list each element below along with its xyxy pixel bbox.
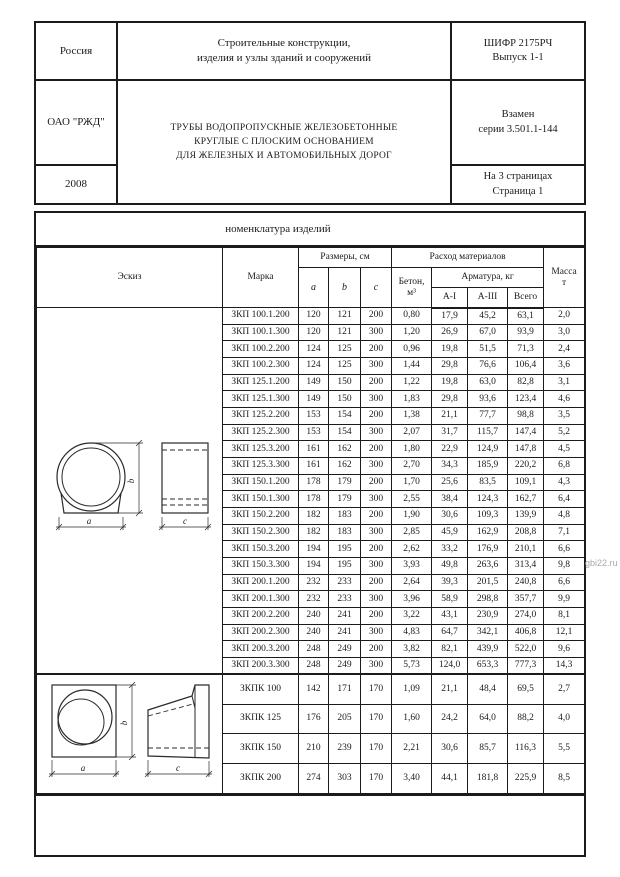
mark-cell: ЗКПК 200 bbox=[223, 764, 299, 794]
value-cell: 7,1 bbox=[544, 524, 585, 541]
value-cell: 3,1 bbox=[544, 374, 585, 391]
mark-cell: ЗКП 125.1.300 bbox=[223, 391, 299, 408]
value-cell: 249 bbox=[329, 658, 361, 675]
org-cell bbox=[36, 81, 118, 166]
value-cell: 522,0 bbox=[508, 641, 544, 658]
replaces-cell bbox=[452, 81, 584, 166]
value-cell: 9,8 bbox=[544, 558, 585, 575]
cipher-code: ШИФР 2175РЧ bbox=[483, 37, 553, 49]
value-cell: 93,6 bbox=[468, 391, 508, 408]
col-header-concrete bbox=[392, 268, 432, 308]
value-cell: 1,70 bbox=[392, 474, 432, 491]
value-cell: 29,8 bbox=[432, 391, 468, 408]
value-cell: 225,9 bbox=[508, 764, 544, 794]
value-cell: 176 bbox=[299, 704, 329, 734]
value-cell: 120 bbox=[299, 308, 329, 325]
section-title-band bbox=[36, 213, 584, 247]
value-cell: 241 bbox=[329, 608, 361, 625]
mark-cell: ЗКП 200.1.200 bbox=[223, 574, 299, 591]
value-cell: 357,7 bbox=[508, 591, 544, 608]
org-label: ОАО "РЖД" bbox=[47, 116, 105, 129]
value-cell: 124,9 bbox=[468, 441, 508, 458]
value-cell: 67,0 bbox=[468, 324, 508, 341]
mark-cell: ЗКП 150.3.300 bbox=[223, 558, 299, 575]
mass-label: Масса bbox=[551, 266, 577, 277]
value-cell: 2,70 bbox=[392, 458, 432, 475]
value-cell: 5,2 bbox=[544, 424, 585, 441]
value-cell: 248 bbox=[299, 658, 329, 675]
value-cell: 5,73 bbox=[392, 658, 432, 675]
value-cell: 0,96 bbox=[392, 341, 432, 358]
value-cell: 109,1 bbox=[508, 474, 544, 491]
value-cell: 170 bbox=[361, 764, 392, 794]
mark-cell: ЗКП 200.2.200 bbox=[223, 608, 299, 625]
value-cell: 124 bbox=[299, 341, 329, 358]
value-cell: 3,82 bbox=[392, 641, 432, 658]
value-cell: 2,62 bbox=[392, 541, 432, 558]
col-header-b: b bbox=[329, 268, 361, 308]
mark-cell: ЗКП 125.1.200 bbox=[223, 374, 299, 391]
value-cell: 274 bbox=[299, 764, 329, 794]
value-cell: 3,5 bbox=[544, 408, 585, 425]
value-cell: 182 bbox=[299, 524, 329, 541]
value-cell: 1,80 bbox=[392, 441, 432, 458]
value-cell: 1,20 bbox=[392, 324, 432, 341]
value-cell: 125 bbox=[329, 341, 361, 358]
value-cell: 777,3 bbox=[508, 658, 544, 675]
value-cell: 300 bbox=[361, 524, 392, 541]
value-cell: 300 bbox=[361, 591, 392, 608]
mark-cell: ЗКП 150.3.200 bbox=[223, 541, 299, 558]
value-cell: 83,5 bbox=[468, 474, 508, 491]
value-cell: 29,8 bbox=[432, 358, 468, 375]
value-cell: 194 bbox=[299, 558, 329, 575]
dim-b-label: b bbox=[118, 720, 129, 726]
title-block bbox=[34, 21, 586, 205]
value-cell: 63,1 bbox=[508, 308, 544, 325]
value-cell: 4,0 bbox=[544, 704, 585, 734]
mark-cell: ЗКП 200.3.200 bbox=[223, 641, 299, 658]
value-cell: 3,40 bbox=[392, 764, 432, 794]
value-cell: 220,2 bbox=[508, 458, 544, 475]
value-cell: 232 bbox=[299, 591, 329, 608]
value-cell: 115,7 bbox=[468, 424, 508, 441]
value-cell: 6,8 bbox=[544, 458, 585, 475]
value-cell: 1,22 bbox=[392, 374, 432, 391]
value-cell: 58,9 bbox=[432, 591, 468, 608]
document-title-line2: КРУГЛЫЕ С ПЛОСКИМ ОСНОВАНИЕМ bbox=[194, 136, 374, 147]
value-cell: 3,22 bbox=[392, 608, 432, 625]
value-cell: 5,5 bbox=[544, 734, 585, 764]
value-cell: 239 bbox=[329, 734, 361, 764]
page-number: Страница 1 bbox=[492, 185, 544, 197]
series-title-line2: изделия и узлы зданий и сооружений bbox=[196, 52, 372, 64]
value-cell: 1,44 bbox=[392, 358, 432, 375]
dim-c-label: c bbox=[175, 763, 180, 774]
value-cell: 147,8 bbox=[508, 441, 544, 458]
value-cell: 19,8 bbox=[432, 374, 468, 391]
value-cell: 208,8 bbox=[508, 524, 544, 541]
value-cell: 142 bbox=[299, 674, 329, 704]
value-cell: 31,7 bbox=[432, 424, 468, 441]
value-cell: 200 bbox=[361, 341, 392, 358]
country-label: Россия bbox=[59, 44, 93, 57]
value-cell: 154 bbox=[329, 408, 361, 425]
value-cell: 6,6 bbox=[544, 541, 585, 558]
value-cell: 230,9 bbox=[468, 608, 508, 625]
value-cell: 179 bbox=[329, 474, 361, 491]
value-cell: 22,9 bbox=[432, 441, 468, 458]
document-title-line1: ТРУБЫ ВОДОПРОПУСКНЫЕ ЖЕЛЕЗОБЕТОННЫЕ bbox=[170, 122, 398, 133]
value-cell: 4,5 bbox=[544, 441, 585, 458]
sketch-pipe-conical-link bbox=[44, 680, 216, 784]
value-cell: 25,6 bbox=[432, 474, 468, 491]
value-cell: 17,9 bbox=[432, 308, 468, 325]
value-cell: 45,2 bbox=[468, 308, 508, 325]
value-cell: 200 bbox=[361, 441, 392, 458]
value-cell: 6,6 bbox=[544, 574, 585, 591]
value-cell: 200 bbox=[361, 374, 392, 391]
value-cell: 121 bbox=[329, 324, 361, 341]
value-cell: 85,7 bbox=[468, 734, 508, 764]
dim-a-label: a bbox=[86, 515, 91, 526]
value-cell: 9,6 bbox=[544, 641, 585, 658]
value-cell: 240 bbox=[299, 608, 329, 625]
value-cell: 2,7 bbox=[544, 674, 585, 704]
value-cell: 21,1 bbox=[432, 408, 468, 425]
value-cell: 200 bbox=[361, 608, 392, 625]
mark-cell: ЗКП 150.1.200 bbox=[223, 474, 299, 491]
value-cell: 82,1 bbox=[432, 641, 468, 658]
value-cell: 263,6 bbox=[468, 558, 508, 575]
dim-a-label: a bbox=[80, 763, 85, 774]
value-cell: 200 bbox=[361, 641, 392, 658]
value-cell: 1,09 bbox=[392, 674, 432, 704]
value-cell: 153 bbox=[299, 424, 329, 441]
value-cell: 33,2 bbox=[432, 541, 468, 558]
products-table bbox=[36, 247, 585, 794]
mark-cell: ЗКП 150.1.300 bbox=[223, 491, 299, 508]
value-cell: 8,5 bbox=[544, 764, 585, 794]
value-cell: 116,3 bbox=[508, 734, 544, 764]
watermark: gbi22.ru bbox=[585, 558, 618, 568]
value-cell: 64,7 bbox=[432, 624, 468, 641]
document-frame bbox=[34, 21, 586, 857]
value-cell: 153 bbox=[299, 408, 329, 425]
value-cell: 64,0 bbox=[468, 704, 508, 734]
value-cell: 200 bbox=[361, 508, 392, 525]
col-header-aiii: А-III bbox=[468, 288, 508, 308]
value-cell: 210 bbox=[299, 734, 329, 764]
value-cell: 9,9 bbox=[544, 591, 585, 608]
value-cell: 241 bbox=[329, 624, 361, 641]
value-cell: 300 bbox=[361, 358, 392, 375]
value-cell: 274,0 bbox=[508, 608, 544, 625]
value-cell: 195 bbox=[329, 558, 361, 575]
value-cell: 3,6 bbox=[544, 358, 585, 375]
value-cell: 139,9 bbox=[508, 508, 544, 525]
value-cell: 38,4 bbox=[432, 491, 468, 508]
mark-cell: ЗКП 200.2.300 bbox=[223, 624, 299, 641]
col-header-sketch: Эскиз bbox=[37, 248, 223, 308]
col-header-a: a bbox=[299, 268, 329, 308]
value-cell: 1,60 bbox=[392, 704, 432, 734]
value-cell: 161 bbox=[299, 441, 329, 458]
value-cell: 125 bbox=[329, 358, 361, 375]
mark-cell: ЗКП 125.3.200 bbox=[223, 441, 299, 458]
value-cell: 71,3 bbox=[508, 341, 544, 358]
value-cell: 181,8 bbox=[468, 764, 508, 794]
mark-cell: ЗКП 125.3.300 bbox=[223, 458, 299, 475]
mark-cell: ЗКП 100.1.300 bbox=[223, 324, 299, 341]
document-title-line3: ДЛЯ ЖЕЛЕЗНЫХ И АВТОМОБИЛЬНЫХ ДОРОГ bbox=[176, 151, 392, 162]
value-cell: 120 bbox=[299, 324, 329, 341]
value-cell: 26,9 bbox=[432, 324, 468, 341]
issue-number: Выпуск 1-1 bbox=[492, 52, 544, 63]
mark-cell: ЗКП 150.2.300 bbox=[223, 524, 299, 541]
value-cell: 8,1 bbox=[544, 608, 585, 625]
concrete-label: Бетон, bbox=[398, 276, 425, 287]
value-cell: 124 bbox=[299, 358, 329, 375]
value-cell: 200 bbox=[361, 308, 392, 325]
value-cell: 205 bbox=[329, 704, 361, 734]
value-cell: 2,64 bbox=[392, 574, 432, 591]
value-cell: 161 bbox=[299, 458, 329, 475]
value-cell: 162 bbox=[329, 458, 361, 475]
value-cell: 123,4 bbox=[508, 391, 544, 408]
table-row bbox=[37, 674, 585, 704]
value-cell: 150 bbox=[329, 374, 361, 391]
value-cell: 19,8 bbox=[432, 341, 468, 358]
value-cell: 0,80 bbox=[392, 308, 432, 325]
mark-cell: ЗКП 200.3.300 bbox=[223, 658, 299, 675]
value-cell: 3,93 bbox=[392, 558, 432, 575]
value-cell: 4,8 bbox=[544, 508, 585, 525]
replaces-line2: серии 3.501.1-144 bbox=[478, 123, 558, 135]
value-cell: 182 bbox=[299, 508, 329, 525]
value-cell: 2,85 bbox=[392, 524, 432, 541]
value-cell: 106,4 bbox=[508, 358, 544, 375]
concrete-unit: м³ bbox=[407, 287, 416, 298]
value-cell: 2,55 bbox=[392, 491, 432, 508]
footer-empty-box bbox=[36, 794, 584, 855]
value-cell: 12,1 bbox=[544, 624, 585, 641]
value-cell: 200 bbox=[361, 474, 392, 491]
country-cell bbox=[36, 23, 118, 81]
value-cell: 124,0 bbox=[432, 658, 468, 675]
value-cell: 300 bbox=[361, 424, 392, 441]
value-cell: 4,3 bbox=[544, 474, 585, 491]
value-cell: 82,8 bbox=[508, 374, 544, 391]
mark-cell: ЗКП 125.2.200 bbox=[223, 408, 299, 425]
value-cell: 233 bbox=[329, 591, 361, 608]
year-cell bbox=[36, 166, 118, 203]
value-cell: 147,4 bbox=[508, 424, 544, 441]
value-cell: 34,3 bbox=[432, 458, 468, 475]
pages-cell bbox=[452, 166, 584, 203]
value-cell: 185,9 bbox=[468, 458, 508, 475]
value-cell: 30,6 bbox=[432, 734, 468, 764]
value-cell: 233 bbox=[329, 574, 361, 591]
value-cell: 240,8 bbox=[508, 574, 544, 591]
value-cell: 300 bbox=[361, 624, 392, 641]
value-cell: 44,1 bbox=[432, 764, 468, 794]
value-cell: 406,8 bbox=[508, 624, 544, 641]
value-cell: 51,5 bbox=[468, 341, 508, 358]
value-cell: 149 bbox=[299, 391, 329, 408]
dim-b-label: b bbox=[125, 478, 136, 483]
value-cell: 200 bbox=[361, 541, 392, 558]
value-cell: 124,3 bbox=[468, 491, 508, 508]
value-cell: 170 bbox=[361, 734, 392, 764]
col-header-c: c bbox=[361, 268, 392, 308]
pages-count: На 3 страницах bbox=[483, 171, 553, 183]
zkp-rows-section bbox=[37, 308, 585, 675]
value-cell: 183 bbox=[329, 508, 361, 525]
value-cell: 298,8 bbox=[468, 591, 508, 608]
value-cell: 200 bbox=[361, 574, 392, 591]
value-cell: 43,1 bbox=[432, 608, 468, 625]
mark-cell: ЗКП 100.2.200 bbox=[223, 341, 299, 358]
table-row bbox=[37, 308, 585, 325]
cipher-cell bbox=[452, 23, 584, 81]
value-cell: 183 bbox=[329, 524, 361, 541]
year-label: 2008 bbox=[65, 178, 87, 191]
mark-cell: ЗКПК 150 bbox=[223, 734, 299, 764]
value-cell: 98,8 bbox=[508, 408, 544, 425]
value-cell: 14,3 bbox=[544, 658, 585, 675]
value-cell: 300 bbox=[361, 658, 392, 675]
value-cell: 3,96 bbox=[392, 591, 432, 608]
value-cell: 300 bbox=[361, 558, 392, 575]
table-header bbox=[37, 248, 585, 308]
value-cell: 178 bbox=[299, 474, 329, 491]
value-cell: 171 bbox=[329, 674, 361, 704]
value-cell: 176,9 bbox=[468, 541, 508, 558]
value-cell: 248 bbox=[299, 641, 329, 658]
value-cell: 179 bbox=[329, 491, 361, 508]
value-cell: 49,8 bbox=[432, 558, 468, 575]
value-cell: 200 bbox=[361, 408, 392, 425]
value-cell: 249 bbox=[329, 641, 361, 658]
value-cell: 109,3 bbox=[468, 508, 508, 525]
value-cell: 24,2 bbox=[432, 704, 468, 734]
value-cell: 342,1 bbox=[468, 624, 508, 641]
replaces-line1: Взамен bbox=[501, 109, 535, 121]
col-header-materials: Расход материалов bbox=[392, 248, 544, 268]
value-cell: 4,83 bbox=[392, 624, 432, 641]
col-header-total: Всего bbox=[508, 288, 544, 308]
value-cell: 2,4 bbox=[544, 341, 585, 358]
value-cell: 2,0 bbox=[544, 308, 585, 325]
value-cell: 194 bbox=[299, 541, 329, 558]
value-cell: 300 bbox=[361, 491, 392, 508]
value-cell: 439,9 bbox=[468, 641, 508, 658]
value-cell: 313,4 bbox=[508, 558, 544, 575]
value-cell: 77,7 bbox=[468, 408, 508, 425]
value-cell: 300 bbox=[361, 391, 392, 408]
value-cell: 93,9 bbox=[508, 324, 544, 341]
dim-c-label: c bbox=[182, 515, 187, 526]
value-cell: 45,9 bbox=[432, 524, 468, 541]
col-header-ai: А-I bbox=[432, 288, 468, 308]
mark-cell: ЗКП 125.2.300 bbox=[223, 424, 299, 441]
nomenclature-block bbox=[34, 211, 586, 857]
value-cell: 6,4 bbox=[544, 491, 585, 508]
value-cell: 88,2 bbox=[508, 704, 544, 734]
value-cell: 195 bbox=[329, 541, 361, 558]
value-cell: 4,6 bbox=[544, 391, 585, 408]
value-cell: 48,4 bbox=[468, 674, 508, 704]
value-cell: 63,0 bbox=[468, 374, 508, 391]
value-cell: 300 bbox=[361, 458, 392, 475]
mark-cell: ЗКП 200.1.300 bbox=[223, 591, 299, 608]
mass-unit: т bbox=[561, 277, 567, 288]
value-cell: 2,21 bbox=[392, 734, 432, 764]
sketch-cell bbox=[37, 674, 223, 793]
col-header-dimensions: Размеры, см bbox=[299, 248, 392, 268]
value-cell: 39,3 bbox=[432, 574, 468, 591]
value-cell: 210,1 bbox=[508, 541, 544, 558]
value-cell: 178 bbox=[299, 491, 329, 508]
value-cell: 170 bbox=[361, 674, 392, 704]
value-cell: 303 bbox=[329, 764, 361, 794]
mark-cell: ЗКП 100.2.300 bbox=[223, 358, 299, 375]
mark-cell: ЗКП 100.1.200 bbox=[223, 308, 299, 325]
mark-cell: ЗКПК 125 bbox=[223, 704, 299, 734]
value-cell: 162,7 bbox=[508, 491, 544, 508]
value-cell: 21,1 bbox=[432, 674, 468, 704]
value-cell: 121 bbox=[329, 308, 361, 325]
value-cell: 170 bbox=[361, 704, 392, 734]
document-title-cell bbox=[118, 81, 452, 203]
series-title-line1: Строительные конструкции, bbox=[217, 37, 351, 50]
value-cell: 149 bbox=[299, 374, 329, 391]
value-cell: 1,83 bbox=[392, 391, 432, 408]
value-cell: 76,6 bbox=[468, 358, 508, 375]
series-title-cell bbox=[118, 23, 452, 81]
value-cell: 1,90 bbox=[392, 508, 432, 525]
col-header-mark: Марка bbox=[223, 248, 299, 308]
value-cell: 653,3 bbox=[468, 658, 508, 675]
value-cell: 2,07 bbox=[392, 424, 432, 441]
value-cell: 201,5 bbox=[468, 574, 508, 591]
col-header-mass bbox=[544, 248, 585, 308]
value-cell: 69,5 bbox=[508, 674, 544, 704]
zkpk-rows-section bbox=[37, 674, 585, 793]
sketch-cell bbox=[37, 308, 223, 675]
col-header-rebar: Арматура, кг bbox=[432, 268, 544, 288]
value-cell: 162,9 bbox=[468, 524, 508, 541]
value-cell: 240 bbox=[299, 624, 329, 641]
mark-cell: ЗКПК 100 bbox=[223, 674, 299, 704]
value-cell: 154 bbox=[329, 424, 361, 441]
mark-cell: ЗКП 150.2.200 bbox=[223, 508, 299, 525]
value-cell: 162 bbox=[329, 441, 361, 458]
value-cell: 3,0 bbox=[544, 324, 585, 341]
value-cell: 30,6 bbox=[432, 508, 468, 525]
value-cell: 150 bbox=[329, 391, 361, 408]
value-cell: 1,38 bbox=[392, 408, 432, 425]
section-title: номенклатура изделий bbox=[225, 223, 331, 235]
value-cell: 232 bbox=[299, 574, 329, 591]
value-cell: 300 bbox=[361, 324, 392, 341]
sketch-pipe-flat-base bbox=[46, 439, 214, 539]
